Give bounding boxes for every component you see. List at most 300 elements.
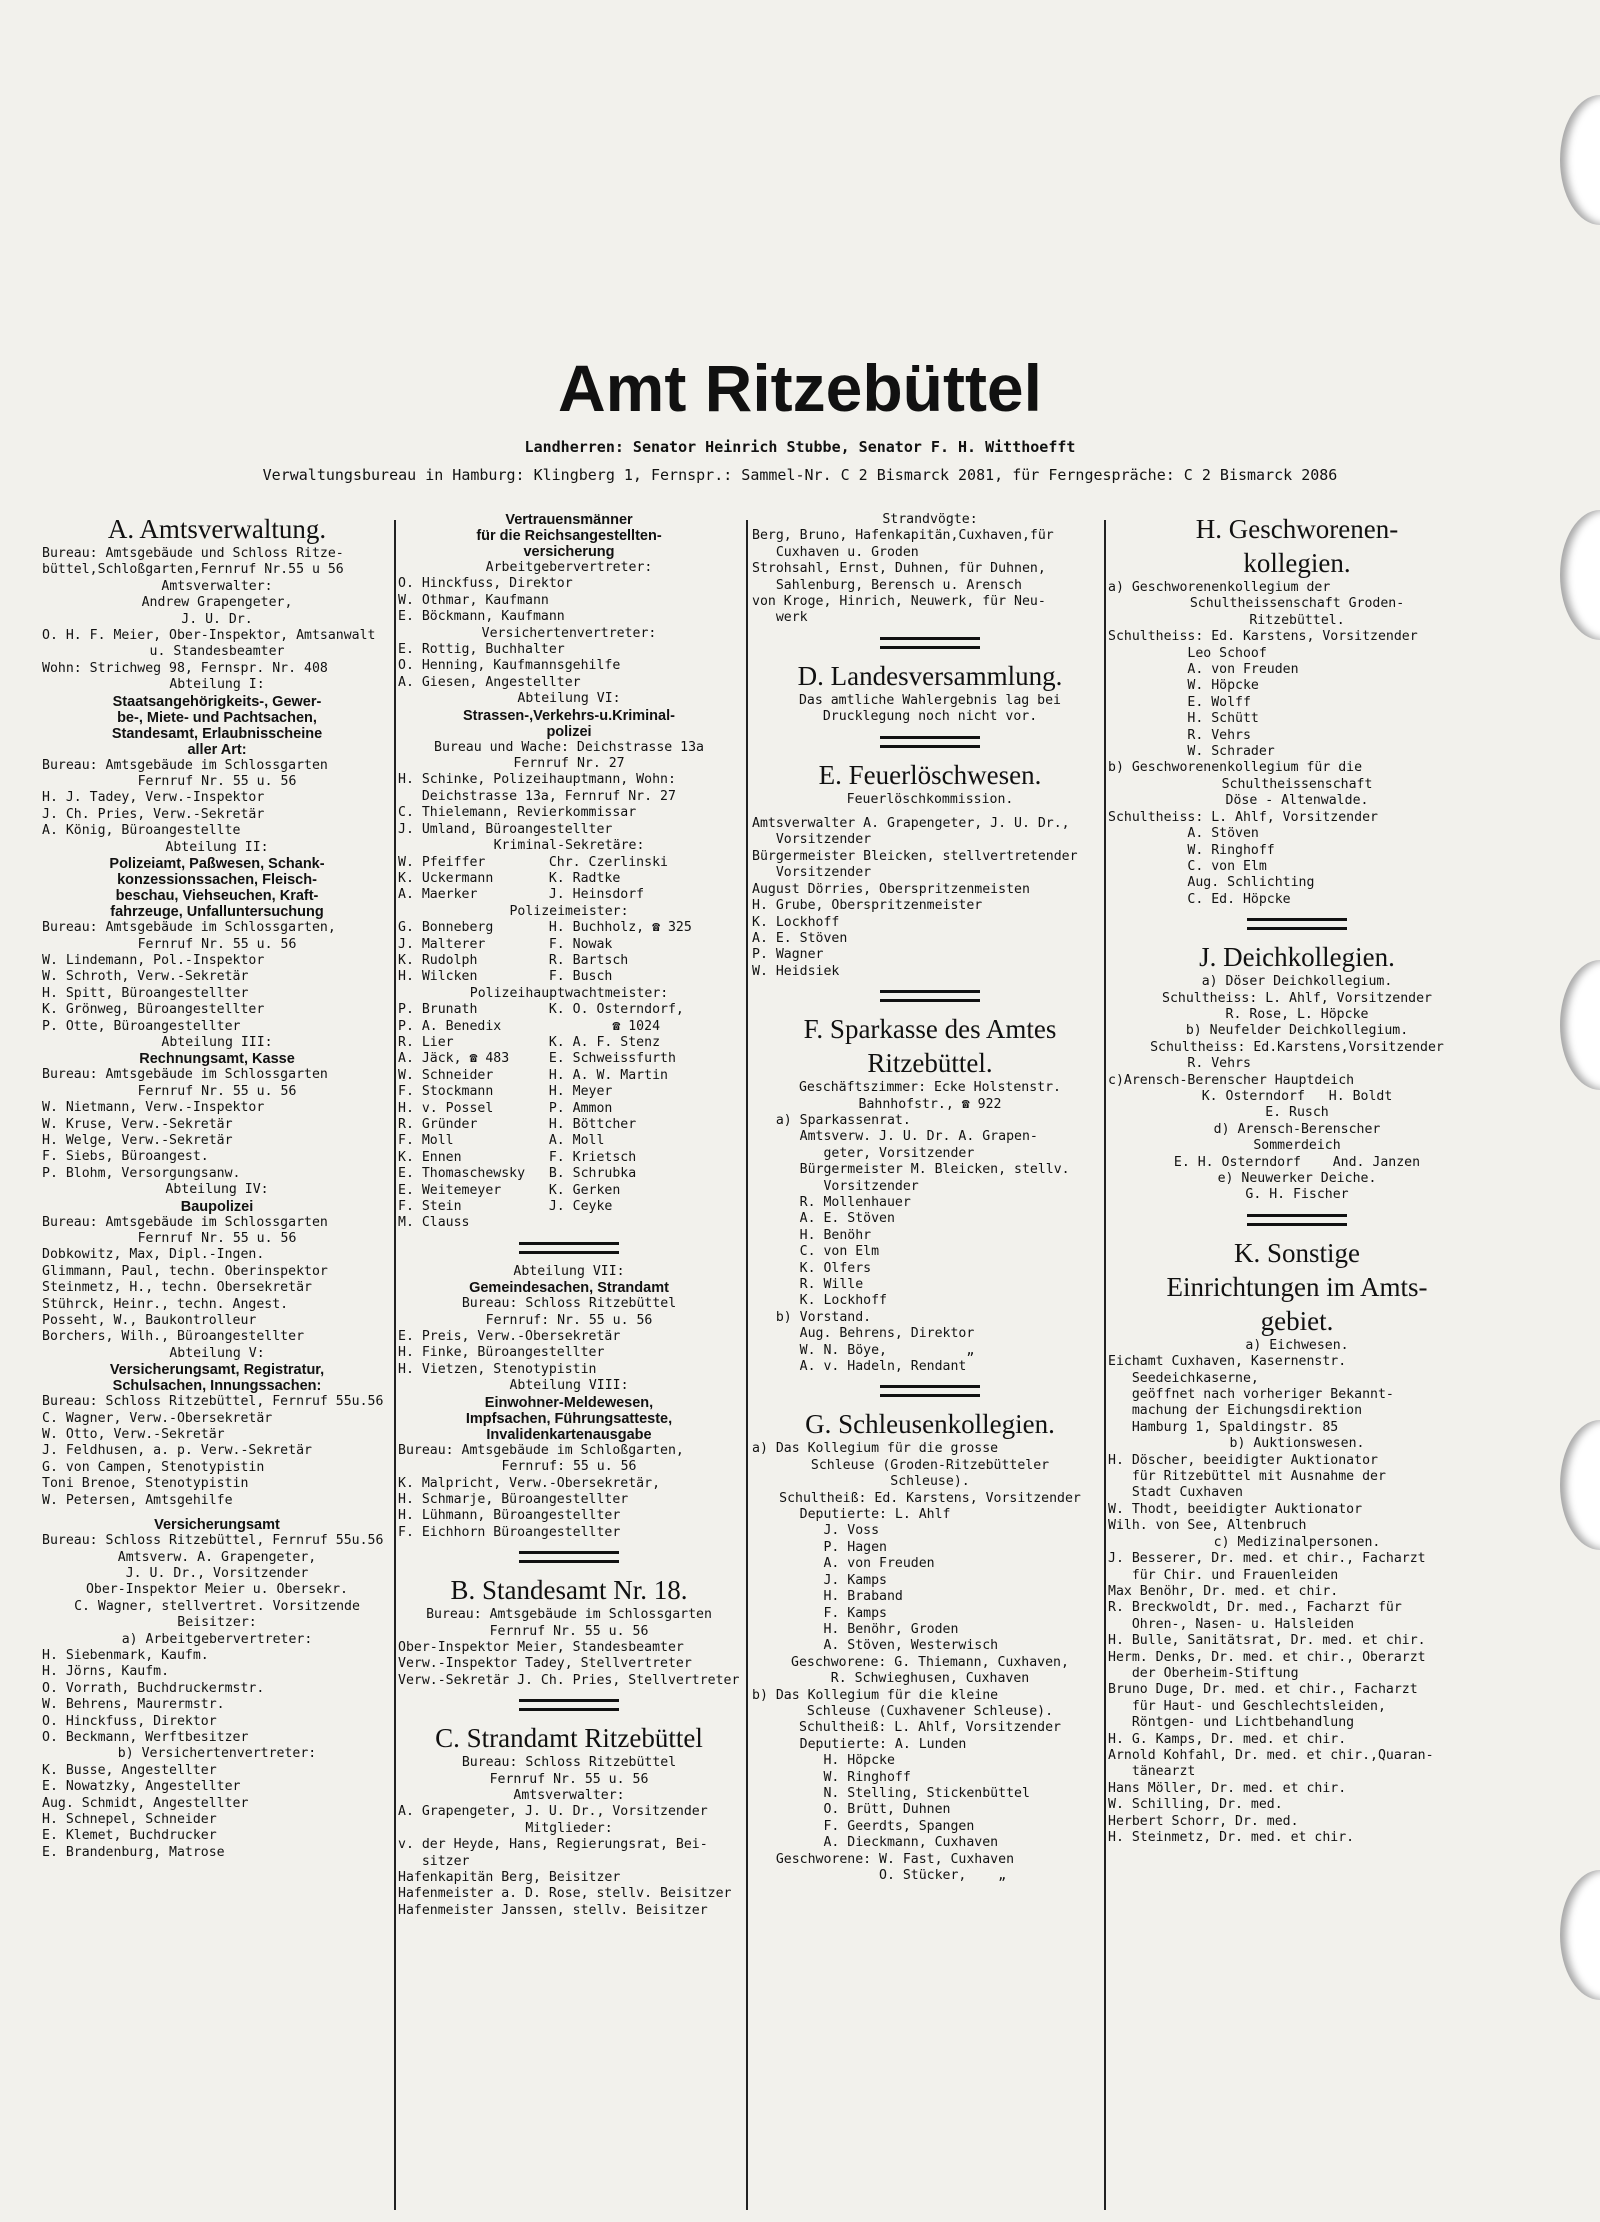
text-line: R. Lier K. A. F. Stenz xyxy=(398,1034,661,1050)
spacer xyxy=(752,808,1108,816)
text-line: H. Schinke, Polizeihauptmann, Wohn: xyxy=(398,772,676,788)
text-line: H. Jörns, Kaufm. xyxy=(42,1664,170,1680)
text-line: H. Lühmann, Büroangestellter xyxy=(398,1508,621,1524)
text-line: Andrew Grapengeter, xyxy=(141,595,293,611)
text-line: F. Kamps xyxy=(752,1605,887,1621)
text-line: Bureau: Schloss Ritzebüttel, Fernruf 55u.56 xyxy=(42,1394,384,1410)
text-line: H. Siebenmark, Kaufm. xyxy=(42,1647,209,1663)
text-line: Bureau: Schloss Ritzebüttel xyxy=(461,1755,677,1771)
text-line: J. Malterer F. Nowak xyxy=(398,936,613,952)
text-line: Amtsverwalter A. Grapengeter, J. U. Dr., xyxy=(752,816,1070,832)
text-line: O. Brütt, Duhnen xyxy=(752,1802,951,1818)
text-line: Bureau: Amtsgebäude im Schlossgarten, xyxy=(42,920,336,936)
text-line: F. Stockmann H. Meyer xyxy=(398,1084,613,1100)
subsection-heading: be-, Miete- und Pachtsachen, xyxy=(117,709,317,726)
text-line: Ritzebüttel. xyxy=(1249,612,1345,628)
text-line: P. Blohm, Versorgungsanw. xyxy=(42,1165,241,1181)
double-rule xyxy=(519,1551,619,1563)
text-line: A. Jäck, ☎ 483 E. Schweissfurth xyxy=(398,1051,676,1067)
subsection-heading: Vertrauensmänner xyxy=(505,512,633,528)
text-line: E. Weitemeyer K. Gerken xyxy=(398,1182,621,1198)
text-line: Geschworene: W. Fast, Cuxhaven xyxy=(752,1851,1015,1867)
text-line: K. Uckermann K. Radtke xyxy=(398,870,621,886)
text-line: E. Nowatzky, Angestellter xyxy=(42,1779,241,1795)
text-line: C. von Elm xyxy=(1108,858,1267,874)
text-line: Posseht, W., Baukontrolleur xyxy=(42,1313,257,1329)
text-line: K. Ennen F. Krietsch xyxy=(398,1149,637,1165)
text-line: P. Wagner xyxy=(752,947,824,963)
text-line: Bureau: Amtsgebäude im Schlossgarten xyxy=(42,757,328,773)
text-line: G. von Campen, Stenotypistin xyxy=(42,1459,265,1475)
text-line: E. Rottig, Buchhalter xyxy=(398,642,565,658)
text-line: Fernruf Nr. 55 u. 56 xyxy=(137,774,297,790)
text-line: Bürgermeister M. Bleicken, stellv. xyxy=(752,1162,1070,1178)
text-line: O. Stücker, „ xyxy=(752,1868,1007,1883)
text-line: Schultheiss: Ed.Karstens,Vorsitzender xyxy=(1150,1039,1444,1055)
text-line: Fernruf Nr. 55 u. 56 xyxy=(137,1231,297,1246)
text-line: Seedeichkaserne, xyxy=(1108,1370,1259,1386)
text-line: O. Vorrath, Buchdruckermstr. xyxy=(42,1680,265,1696)
text-line: W. Schneider H. A. W. Martin xyxy=(398,1067,668,1083)
text-line: E. Wolff xyxy=(1108,694,1251,710)
text-line: W. Nietmann, Verw.-Inspektor xyxy=(42,1100,265,1116)
text-line: Schleuse (Groden-Ritzebütteler xyxy=(810,1457,1050,1473)
subsection-heading: fahrzeuge, Unfalluntersuchung xyxy=(110,904,324,921)
text-line: büttel,Schloßgarten,Fernruf Nr.55 u 56 xyxy=(42,562,344,578)
text-line: R. Breckwoldt, Dr. med., Facharzt für xyxy=(1108,1600,1402,1616)
text-line: Schultheiß: Ed. Karstens, Vorsitzender xyxy=(779,1490,1081,1506)
subsection-heading: versicherung xyxy=(523,544,615,560)
text-line: W. Ringhoff xyxy=(1108,842,1275,858)
text-line: F. Stein J. Ceyke xyxy=(398,1199,613,1215)
subsection-heading: polizei xyxy=(546,723,592,740)
text-line: H. Vietzen, Stenotypistin xyxy=(398,1361,597,1377)
edge-tab xyxy=(1560,510,1600,640)
text-line: P. Hagen xyxy=(752,1539,887,1555)
edge-tab xyxy=(1560,960,1600,1090)
page-title: Amt Ritzebüttel xyxy=(558,351,1042,425)
text-line: Vorsitzender xyxy=(752,1178,919,1194)
text-line: Sahlenburg, Berensch u. Arensch xyxy=(752,577,1022,593)
column-2 xyxy=(398,512,740,2212)
text-line: Borchers, Wilh., Büroangestellter xyxy=(42,1329,305,1345)
text-line: Verw.-Sekretär J. Ch. Pries, Stellvertreter xyxy=(398,1672,740,1688)
text-line: K. Olfers xyxy=(752,1260,872,1276)
text-line: Schultheiß: L. Ahlf, Vorsitzender xyxy=(798,1720,1061,1736)
text-line: Abteilung I: xyxy=(169,677,265,693)
text-line: Fernruf Nr. 55 u. 56 xyxy=(137,936,297,952)
section-heading: E. Feuerlöschwesen. xyxy=(818,759,1042,790)
text-line: J. Besserer, Dr. med. et chir., Facharzt xyxy=(1108,1551,1426,1567)
text-line: H. Steinmetz, Dr. med. et chir. xyxy=(1108,1830,1355,1845)
text-line: F. Moll A. Moll xyxy=(398,1133,605,1149)
text-line: Berg, Bruno, Hafenkapitän,Cuxhaven,für xyxy=(752,528,1054,544)
text-line: Drucklegung noch nicht vor. xyxy=(822,709,1038,725)
text-line: Hafenmeister Janssen, stellv. Beisitzer xyxy=(398,1902,708,1918)
text-line: C. Ed. Höpcke xyxy=(1108,891,1291,907)
text-line: Schleuse). xyxy=(890,1474,970,1490)
text-line: Arbeitgebervertreter: xyxy=(485,560,653,575)
subsection-heading: Rechnungsamt, Kasse xyxy=(139,1051,295,1068)
text-line: H. Spitt, Büroangestellter xyxy=(42,985,249,1001)
text-line: a) Arbeitgebervertreter: xyxy=(121,1631,313,1647)
section-heading: C. Strandamt Ritzebüttel xyxy=(435,1723,703,1754)
text-line: Fernruf Nr. 55 u. 56 xyxy=(489,1771,649,1787)
text-line: E. Böckmann, Kaufmann xyxy=(398,609,565,625)
subsection-heading: Strassen-,Verkehrs-u.Kriminal- xyxy=(463,707,675,724)
text-line: R. Vehrs xyxy=(1108,727,1251,743)
text-line: Abteilung VIII: xyxy=(509,1378,629,1394)
text-line: H. Welge, Verw.-Sekretär xyxy=(42,1132,233,1148)
text-line: b) Neufelder Deichkollegium. xyxy=(1185,1023,1409,1039)
text-line: G. H. Fischer xyxy=(1245,1187,1349,1203)
subsection-heading: aller Art: xyxy=(187,741,247,758)
text-line: Abteilung VI: xyxy=(517,691,621,707)
text-line: Eichamt Cuxhaven, Kasernenstr. xyxy=(1108,1354,1347,1370)
text-line: W. Höpcke xyxy=(1108,678,1259,694)
section-heading: G. Schleusenkollegien. xyxy=(805,1409,1055,1440)
text-line: R. Schwieghusen, Cuxhaven xyxy=(830,1671,1030,1687)
text-line: A. v. Hadeln, Rendant xyxy=(752,1359,967,1375)
text-line: W. Schrader xyxy=(1108,744,1275,760)
text-line: W. Schroth, Verw.-Sekretär xyxy=(42,969,249,985)
section-heading: gebiet. xyxy=(1260,1305,1334,1336)
text-line: b) Das Kollegium für die kleine xyxy=(752,1687,999,1703)
text-line: A. von Freuden xyxy=(752,1556,935,1572)
text-line: H. Höpcke xyxy=(752,1753,895,1769)
text-line: Geschworene: G. Thiemann, Cuxhaven, xyxy=(791,1654,1069,1670)
double-rule xyxy=(1247,1214,1347,1226)
section-heading: A. Amtsverwaltung. xyxy=(107,514,327,544)
section-heading: Ritzebüttel. xyxy=(867,1048,993,1079)
text-line: Ober-Inspektor Meier, Standesbeamter xyxy=(398,1639,684,1655)
text-line: G. Bonneberg H. Buchholz, ☎ 325 xyxy=(398,920,692,936)
text-line: Deputierte: A. Lunden xyxy=(752,1736,967,1752)
text-line: Schleuse (Cuxhavener Schleuse). xyxy=(806,1703,1054,1719)
spacer xyxy=(42,1509,392,1517)
text-line: A. von Freuden xyxy=(1108,662,1299,678)
text-line: Aug. Schlichting xyxy=(1108,875,1315,891)
text-line: Aug. Behrens, Direktor xyxy=(752,1326,975,1342)
text-line: Schultheiss: L. Ahlf, Vorsitzender xyxy=(1108,809,1378,825)
text-line: August Dörries, Oberspritzenmeisten xyxy=(752,881,1030,897)
text-line: Bruno Duge, Dr. med. et chir., Facharzt xyxy=(1108,1682,1418,1698)
text-line: Röntgen- und Lichtbehandlung xyxy=(1108,1715,1355,1731)
text-line: Das amtliche Wahlergebnis lag bei xyxy=(798,692,1061,708)
text-line: von Kroge, Hinrich, Neuwerk, für Neu- xyxy=(752,594,1046,610)
text-line: H. Wilcken F. Busch xyxy=(398,969,613,985)
subsection-heading: Invalidenkartenausgabe xyxy=(486,1426,652,1443)
verwaltungsbureau-line: Verwaltungsbureau in Hamburg: Klingberg 1, Fernspr.: Sammel-Nr. C 2 Bismarck 2081, für Ferngespräche: C 2 Bismarck 2086 xyxy=(262,466,1338,484)
subsection-heading: Polizeiamt, Paßwesen, Schank- xyxy=(109,856,325,873)
text-line: K. Grönweg, Büroangestellter xyxy=(42,1002,265,1018)
text-line: H. Benöhr xyxy=(752,1227,872,1243)
text-line: W. Schilling, Dr. med. xyxy=(1108,1797,1283,1813)
text-line: Fernruf Nr. 55 u. 56 xyxy=(489,1623,649,1639)
text-line: F. Eichhorn Büroangestellter xyxy=(398,1524,621,1540)
section-heading: D. Landesversammlung. xyxy=(797,660,1063,691)
text-line: a) Eichwesen. xyxy=(1245,1337,1349,1353)
text-line: Beisitzer: xyxy=(177,1615,257,1631)
text-line: Hafenmeister a. D. Rose, stellv. Beisitzer xyxy=(398,1886,732,1902)
text-line: P. Brunath K. O. Osterndorf, xyxy=(398,1002,684,1018)
text-line: R. Mollenhauer xyxy=(752,1194,911,1210)
text-line: N. Stelling, Stickenbüttel xyxy=(752,1785,1030,1801)
text-line: Bahnhofstr., ☎ 922 xyxy=(858,1096,1002,1112)
text-line: O. Hinckfuss, Direktor xyxy=(42,1713,217,1729)
subsection-heading: Gemeindesachen, Strandamt xyxy=(469,1280,669,1297)
text-line: Sommerdeich xyxy=(1253,1138,1341,1154)
text-line: Bureau: Schloss Ritzebüttel, Fernruf 55u.56 xyxy=(42,1533,384,1549)
column-4 xyxy=(1108,512,1486,2212)
text-line: C. Thielemann, Revierkommissar xyxy=(398,805,637,821)
text-line: Fernruf: Nr. 55 u. 56 xyxy=(485,1312,653,1328)
text-line: Fernruf: 55 u. 56 xyxy=(501,1459,637,1475)
text-line: J. Ch. Pries, Verw.-Sekretär xyxy=(42,806,265,822)
text-line: E. Rusch xyxy=(1265,1105,1329,1121)
text-line: b) Geschworenenkollegium für die xyxy=(1108,760,1363,776)
subsection-heading: beschau, Viehseuchen, Kraft- xyxy=(115,888,319,905)
text-line: R. Gründer H. Böttcher xyxy=(398,1117,637,1132)
landherren-line: Landherren: Senator Heinrich Stubbe, Senator F. H. Witthoefft xyxy=(524,438,1076,456)
text-line: Bureau: Amtsgebäude im Schlossgarten xyxy=(42,1214,328,1230)
text-line: H. v. Possel P. Ammon xyxy=(398,1100,613,1116)
text-line: H. Schnepel, Schneider xyxy=(42,1812,217,1827)
section-heading: H. Geschworenen- xyxy=(1195,514,1399,544)
text-line: W. Ringhoff xyxy=(752,1769,911,1785)
text-line: werk xyxy=(752,610,808,626)
text-line: Herm. Denks, Dr. med. et chir., Oberarzt xyxy=(1108,1649,1426,1665)
text-line: für Chir. und Frauenleiden xyxy=(1108,1567,1339,1583)
text-line: Abteilung II: xyxy=(165,839,269,855)
text-line: C. Wagner, stellvertret. Vorsitzende xyxy=(74,1598,360,1614)
text-line: für Haut- und Geschlechtsleiden, xyxy=(1108,1698,1386,1714)
text-line: C. von Elm xyxy=(752,1244,880,1260)
text-line: für Ritzebüttel mit Ausnahme der xyxy=(1108,1469,1386,1485)
text-line: Bureau: Amtsgebäude im Schlossgarten xyxy=(42,1067,328,1083)
text-line: b) Vorstand. xyxy=(752,1309,872,1325)
text-line: J. Kamps xyxy=(752,1572,887,1588)
text-line: Bureau: Amtsgebäude und Schloss Ritze- xyxy=(42,546,344,561)
text-line: E. H. Osterndorf And. Janzen xyxy=(1173,1154,1421,1170)
text-line: Strandvögte: xyxy=(882,512,978,527)
text-line: Bureau: Amtsgebäude im Schloßgarten, xyxy=(398,1442,684,1458)
text-line: v. der Heyde, Hans, Regierungsrat, Bei- xyxy=(398,1837,708,1853)
text-line: K. Rudolph R. Bartsch xyxy=(398,952,629,968)
section-heading: B. Standesamt Nr. 18. xyxy=(450,1575,688,1606)
text-line: Aug. Schmidt, Angestellter xyxy=(42,1795,249,1811)
text-line: H. G. Kamps, Dr. med. et chir. xyxy=(1108,1731,1347,1747)
text-line: P. Otte, Büroangestellter xyxy=(42,1018,241,1034)
text-line: Hamburg 1, Spaldingstr. 85 xyxy=(1108,1419,1339,1435)
text-line: J. Voss xyxy=(752,1523,880,1539)
text-line: geöffnet nach vorheriger Bekannt- xyxy=(1108,1387,1394,1403)
text-line: C. Wagner, Verw.-Obersekretär xyxy=(42,1410,273,1426)
subsection-heading: Schulsachen, Innungssachen: xyxy=(112,1378,322,1395)
subsection-heading: für die Reichsangestellten- xyxy=(476,528,662,544)
text-line: A. E. Stöven xyxy=(752,930,848,946)
text-line: A. Giesen, Angestellter xyxy=(398,674,581,690)
text-line: Toni Brenoe, Stenotypistin xyxy=(42,1476,249,1492)
text-line: Abteilung III: xyxy=(161,1034,273,1050)
text-line: c)Arensch-Berenscher Hauptdeich xyxy=(1108,1072,1355,1088)
text-line: A. Stöven xyxy=(1108,826,1259,842)
text-line: H. Finke, Büroangestellter xyxy=(398,1345,605,1361)
section-heading: Einrichtungen im Amts- xyxy=(1166,1271,1428,1302)
text-line: Verw.-Inspektor Tadey, Stellvertreter xyxy=(398,1656,692,1672)
text-line: A. König, Büroangestellte xyxy=(42,823,241,839)
text-line: Abteilung V: xyxy=(169,1345,265,1361)
text-line: Hafenkapitän Berg, Beisitzer xyxy=(398,1870,621,1885)
text-line: Dobkowitz, Max, Dipl.-Ingen. xyxy=(42,1247,265,1263)
text-line: Amtsverwalter: xyxy=(161,578,273,594)
text-line: Abteilung VII: xyxy=(513,1263,625,1279)
text-line: O. Beckmann, Werftbesitzer xyxy=(42,1729,249,1745)
text-line: H. J. Tadey, Verw.-Inspektor xyxy=(42,790,265,806)
text-line: Glimmann, Paul, techn. Oberinspektor xyxy=(42,1263,328,1279)
text-line: E. Klemet, Buchdrucker xyxy=(42,1828,217,1844)
page-edge-tabs xyxy=(1530,0,1600,2222)
double-rule xyxy=(519,1699,619,1711)
text-line: W. Othmar, Kaufmann xyxy=(398,592,549,608)
text-line: O. Henning, Kaufmannsgehilfe xyxy=(398,658,621,674)
text-line: Ohren-, Nasen- u. Halsleiden xyxy=(1108,1616,1355,1632)
text-line: Versichertenvertreter: xyxy=(481,625,657,641)
text-line: Bürgermeister Bleicken, stellvertretender xyxy=(752,848,1078,864)
double-rule xyxy=(880,990,980,1002)
text-line: J. U. Dr. xyxy=(181,611,253,627)
text-line: R. Rose, L. Höpcke xyxy=(1225,1006,1369,1022)
text-line: W. Heidsiek xyxy=(752,963,840,979)
text-line: J. Umland, Büroangestellter xyxy=(398,821,613,837)
text-line: Fernruf Nr. 27 xyxy=(513,756,625,772)
text-line: Wilh. von See, Altenbruch xyxy=(1108,1518,1307,1534)
text-line: Cuxhaven u. Groden xyxy=(752,544,919,560)
text-line: Bureau und Wache: Deichstrasse 13a xyxy=(434,739,704,755)
text-line: H. Grube, Oberspritzenmeister xyxy=(752,898,983,914)
double-rule xyxy=(1247,918,1347,930)
text-line: K. Lockhoff xyxy=(752,914,840,930)
text-line: Steinmetz, H., techn. Obersekretär xyxy=(42,1280,312,1296)
text-line: b) Auktionswesen. xyxy=(1229,1436,1365,1452)
text-line: F. Siebs, Büroangest. xyxy=(42,1149,209,1165)
text-line: Herbert Schorr, Dr. med. xyxy=(1108,1813,1299,1829)
section-heading: K. Sonstige xyxy=(1233,1237,1360,1268)
text-line: sitzer xyxy=(398,1853,470,1869)
subsection-heading: Staatsangehörigkeits-, Gewer- xyxy=(112,693,322,710)
text-line: W. Otto, Verw.-Sekretär xyxy=(42,1427,225,1443)
text-line: a) Döser Deichkollegium. xyxy=(1201,974,1393,990)
text-line: e) Neuwerker Deiche. xyxy=(1217,1171,1377,1186)
text-line: Polizeihauptwachtmeister: xyxy=(469,985,669,1001)
subsection-heading: Einwohner-Meldewesen, xyxy=(484,1394,654,1411)
text-line: Kriminal-Sekretäre: xyxy=(493,838,645,854)
text-line: W. Petersen, Amtsgehilfe xyxy=(42,1492,233,1508)
edge-tab xyxy=(1560,1420,1600,1550)
text-line: O. H. F. Meier, Ober-Inspektor, Amtsanwalt xyxy=(42,628,376,644)
text-line: E. Brandenburg, Matrose xyxy=(42,1844,225,1860)
double-rule xyxy=(880,1385,980,1397)
text-line: A. Grapengeter, J. U. Dr., Vorsitzender xyxy=(398,1804,708,1820)
column-3 xyxy=(752,512,1108,2212)
text-line: c) Medizinalpersonen. xyxy=(1213,1534,1381,1550)
text-line: H. Schütt xyxy=(1108,711,1259,727)
text-line: a) Sparkassenrat. xyxy=(752,1112,911,1128)
text-line: Amtsverw. A. Grapengeter, xyxy=(117,1549,317,1565)
text-line: R. Vehrs xyxy=(1108,1056,1251,1072)
text-line: Schultheissenschaft xyxy=(1221,776,1373,792)
text-line: Döse - Altenwalde. xyxy=(1225,793,1369,809)
text-line: Feuerlöschkommission. xyxy=(846,791,1014,807)
text-line: Vorsitzender xyxy=(752,865,872,881)
text-line: K. Busse, Angestellter xyxy=(42,1762,217,1778)
text-line: b) Versichertenvertreter: xyxy=(117,1746,317,1762)
text-line: A. E. Stöven xyxy=(752,1211,895,1227)
text-line: W. Behrens, Maurermstr. xyxy=(42,1697,225,1713)
text-line: u. Standesbeamter xyxy=(149,644,285,660)
text-line: Amtsverw. J. U. Dr. A. Grapen- xyxy=(752,1129,1038,1145)
text-line: Stührck, Heinr., techn. Angest. xyxy=(42,1296,289,1312)
text-line: H. Benöhr, Groden xyxy=(752,1621,959,1637)
text-line: K. Lockhoff xyxy=(752,1293,887,1309)
edge-tab xyxy=(1560,95,1600,225)
text-line: Polizeimeister: xyxy=(509,903,629,919)
text-line: J. Feldhusen, a. p. Verw.-Sekretär xyxy=(42,1443,312,1459)
text-line: P. A. Benedix ☎ 1024 xyxy=(398,1018,661,1034)
subsection-heading: Standesamt, Erlaubnisscheine xyxy=(111,725,323,742)
text-line: A. Maerker J. Heinsdorf xyxy=(398,887,645,903)
text-line: Amtsverwalter: xyxy=(513,1787,625,1803)
edge-tab xyxy=(1560,1870,1600,2000)
section-heading: F. Sparkasse des Amtes xyxy=(803,1014,1057,1045)
section-heading: J. Deichkollegien. xyxy=(1199,942,1395,973)
text-line: K. Malpricht, Verw.-Obersekretär, xyxy=(398,1475,661,1491)
text-line: H. Döscher, beeidigter Auktionator xyxy=(1108,1452,1378,1468)
text-line: Deputierte: L. Ahlf xyxy=(752,1507,951,1523)
text-line: a) Geschworenenkollegium der xyxy=(1108,580,1331,595)
text-line: Abteilung IV: xyxy=(165,1182,269,1198)
text-line: F. Geerdts, Spangen xyxy=(752,1818,975,1834)
text-line: R. Wille xyxy=(752,1277,864,1292)
text-line: W. Kruse, Verw.-Sekretär xyxy=(42,1116,233,1132)
text-line: machung der Eichungsdirektion xyxy=(1108,1403,1363,1419)
double-rule xyxy=(519,1242,619,1254)
text-line: M. Clauss xyxy=(398,1215,470,1231)
text-line: H. Braband xyxy=(752,1589,903,1605)
text-line: Wohn: Strichweg 98, Fernspr. Nr. 408 xyxy=(42,660,328,676)
text-line: W. N. Böye, „ xyxy=(752,1342,975,1358)
text-line: Bureau: Amtsgebäude im Schlossgarten xyxy=(426,1607,712,1623)
subsection-heading: Versicherungsamt xyxy=(154,1517,280,1534)
text-line: Vorsitzender xyxy=(752,832,872,848)
text-line: Schultheiss: L. Ahlf, Vorsitzender xyxy=(1162,990,1432,1006)
text-line: der Oberheim-Stiftung xyxy=(1108,1665,1299,1681)
text-line: Bureau: Schloss Ritzebüttel xyxy=(461,1296,677,1312)
text-line: Mitglieder: xyxy=(525,1820,613,1836)
text-line: E. Preis, Verw.-Obersekretär xyxy=(398,1329,621,1345)
text-line: Hans Möller, Dr. med. et chir. xyxy=(1108,1780,1347,1796)
text-line: A. Stöven, Westerwisch xyxy=(752,1638,999,1654)
text-line: K. Osterndorf H. Boldt xyxy=(1201,1088,1393,1104)
subsection-heading: Baupolizei xyxy=(180,1198,254,1215)
text-line: A. Dieckmann, Cuxhaven xyxy=(752,1835,999,1851)
subsection-heading: konzessionssachen, Fleisch- xyxy=(117,872,317,889)
text-line: Schultheiss: Ed. Karstens, Vorsitzender xyxy=(1108,629,1418,645)
subsection-heading: Versicherungsamt, Registratur, xyxy=(109,1362,325,1379)
text-line: d) Arensch-Berenscher xyxy=(1213,1121,1381,1137)
text-line: Arnold Kohfahl, Dr. med. et chir.,Quaran- xyxy=(1108,1747,1434,1763)
text-line: Geschäftszimmer: Ecke Holstenstr. xyxy=(798,1080,1061,1096)
